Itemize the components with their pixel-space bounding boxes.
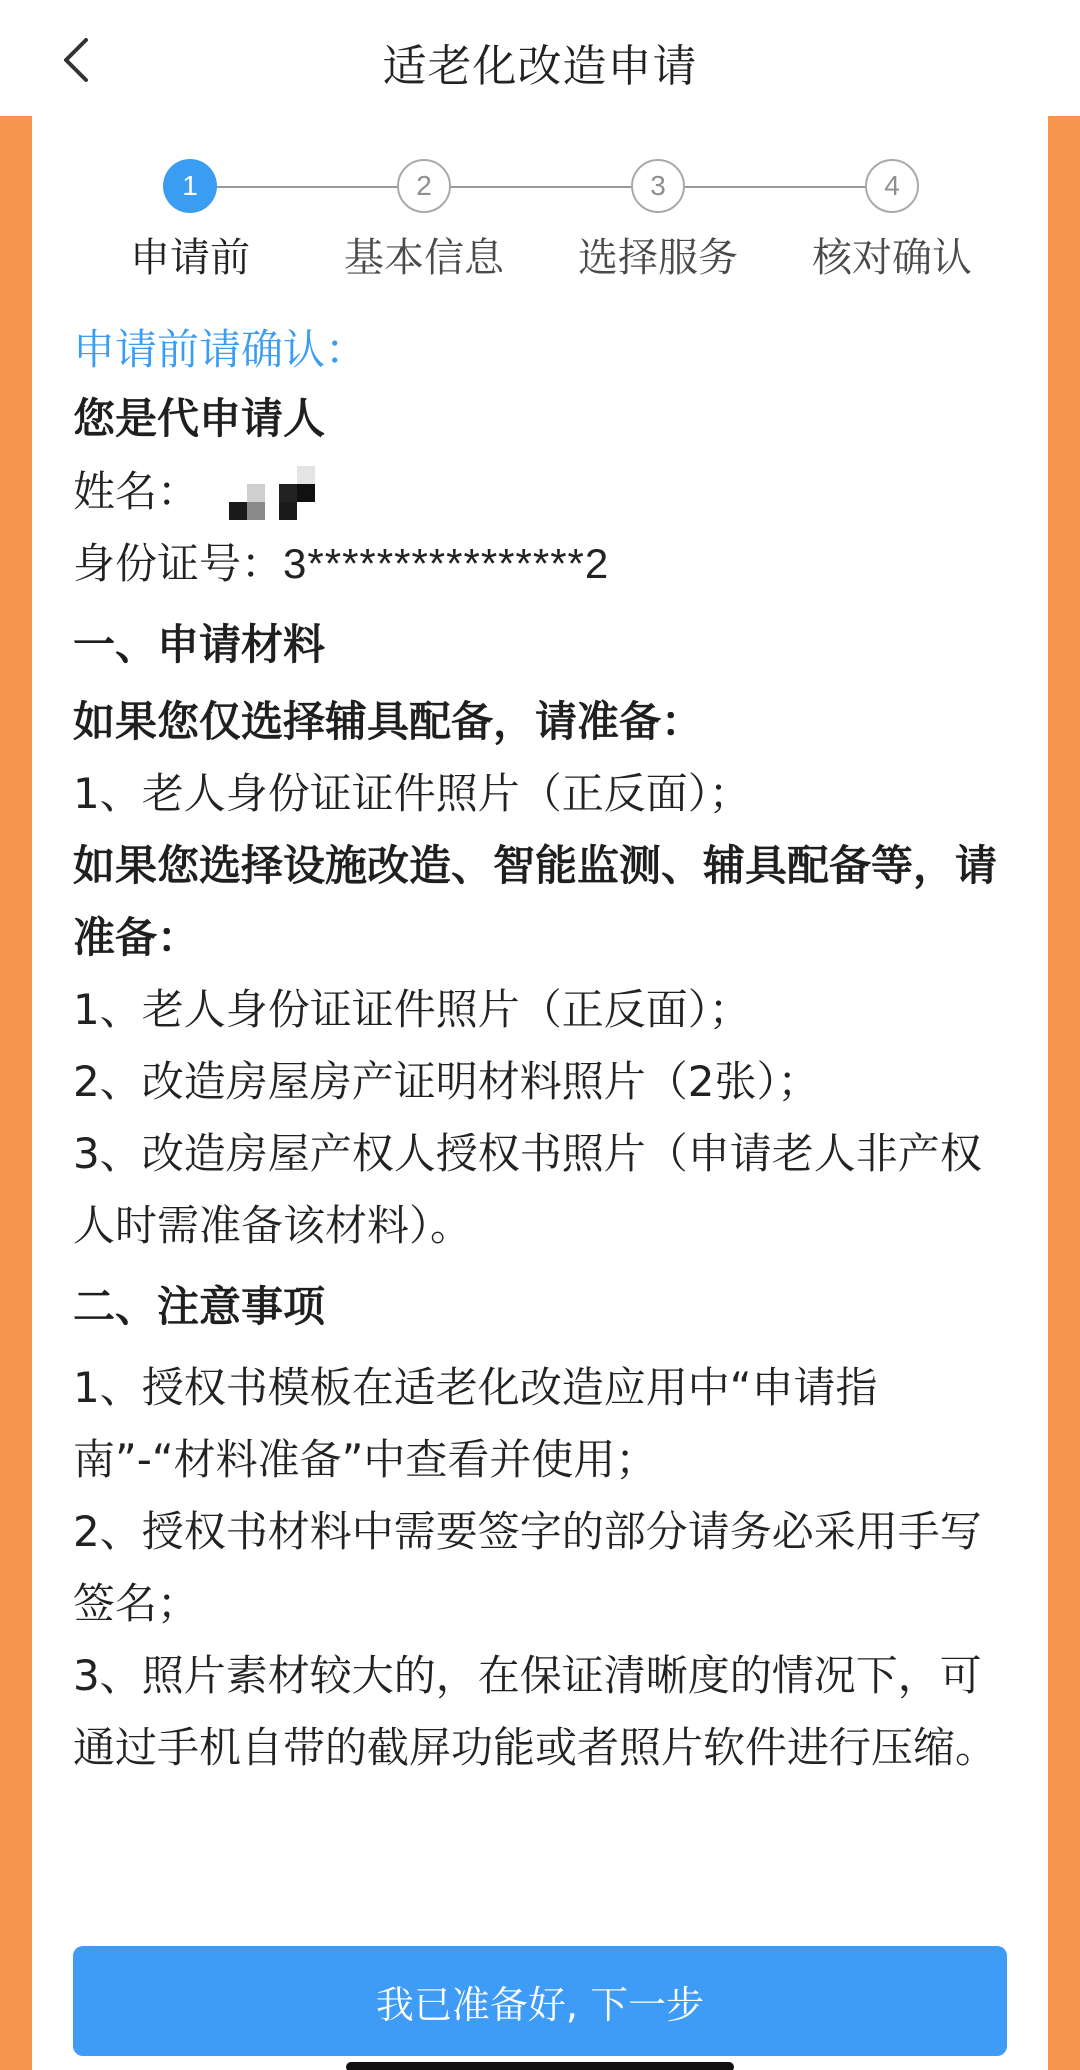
header — [0, 0, 1080, 116]
confirm-title: 申请前请确认： — [73, 325, 368, 374]
next-step-button[interactable]: 我已准备好, 下一步 — [73, 1946, 1007, 2056]
step-2-indicator: 2 — [397, 159, 451, 213]
name-mosaic — [229, 464, 315, 520]
instructions-content — [73, 318, 1013, 1784]
step-2-label: 基本信息 — [344, 235, 504, 281]
right-rail — [1048, 116, 1080, 2070]
section-notes-title: 二、注意事项 — [73, 1282, 326, 1331]
step-3-indicator: 3 — [631, 159, 685, 213]
case1-item: 1、老人身份证证件照片（正反面）； — [73, 769, 751, 818]
note-item: 3、照片素材较大的，在保证清晰度的情况下，可通过手机自带的截屏功能或者照片软件进行压缩。 — [73, 1651, 998, 1772]
home-indicator — [346, 2062, 734, 2070]
step-1-label: 申请前 — [130, 235, 250, 281]
id-label: 身份证号： — [73, 539, 284, 588]
step-4-indicator: 4 — [865, 159, 919, 213]
name-row — [73, 456, 1013, 528]
case2-item: 1、老人身份证证件照片（正反面）； — [73, 985, 751, 1034]
note-item: 1、授权书模板在适老化改造应用中“申请指南”-“材料准备”中查看并使用； — [73, 1363, 878, 1484]
case2-item: 3、改造房屋产权人授权书照片（申请老人非产权人时需准备该材料）。 — [73, 1129, 982, 1250]
name-label: 姓名： — [73, 467, 200, 516]
mosaic-block — [279, 466, 315, 520]
mosaic-block — [229, 484, 265, 520]
step-connector — [436, 186, 646, 188]
step-progress — [32, 116, 1048, 286]
applicant-type: 您是代申请人 — [73, 394, 326, 443]
section-materials-title: 一、申请材料 — [73, 620, 326, 669]
step-connector — [202, 186, 412, 188]
case1-title: 如果您仅选择辅具配备，请准备： — [73, 697, 704, 746]
step-3-label: 选择服务 — [578, 235, 738, 281]
step-connector — [670, 186, 880, 188]
page-title: 适老化改造申请 — [382, 41, 698, 92]
note-item: 2、授权书材料中需要签字的部分请务必采用手写签名； — [73, 1507, 982, 1628]
case2-title: 如果您选择设施改造、智能监测、辅具配备等，请准备： — [73, 841, 998, 962]
step-4-label: 核对确认 — [812, 235, 972, 281]
step-1-indicator: 1 — [163, 159, 217, 213]
id-row — [73, 528, 1013, 600]
case2-item: 2、改造房屋房产证明材料照片（2张）； — [73, 1057, 820, 1106]
left-rail — [0, 116, 32, 2070]
id-value: 3****************2 — [283, 540, 610, 587]
